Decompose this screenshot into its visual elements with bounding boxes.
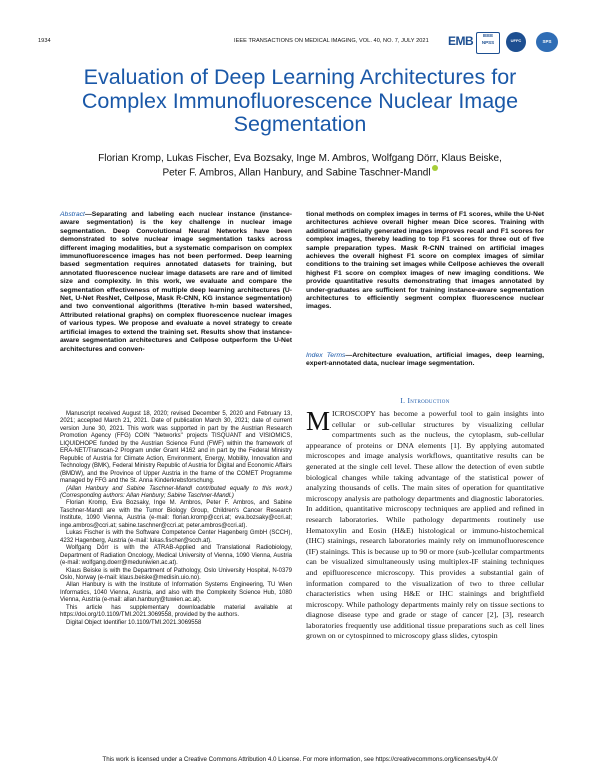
page-number: 1934 (38, 38, 51, 44)
sps-logo: SPS (536, 32, 558, 52)
uffc-logo: UFFC (506, 32, 526, 52)
footnote-doi: Digital Object Identifier 10.1109/TMI.2021.3069558 (66, 619, 202, 626)
license-footer: This work is licensed under a Creative Commons Attribution 4.0 License. For more information, see https://creativecommons.org/licenses/by/4.0/ (102, 756, 498, 763)
index-terms-label: Index Terms (306, 352, 346, 359)
footnote-affiliation-tuwien: Allan Hanbury is with the Institute of Information Systems Engineering, TU Wien Informatics, 1040 Vienna, Austria, and also with the Complexity Science Hub, 1080 Vienna, Austria (e-mail: allan.hanbury@tuwien.ac.at). (60, 582, 292, 604)
section-heading: I. Introduction (400, 396, 450, 405)
ieee-npss-logo: IEEE NPSS (476, 32, 500, 54)
drop-cap: M (306, 406, 331, 436)
authors-line-1: Florian Kromp, Lukas Fischer, Eva Bozsaky, Inge M. Ambros, Wolfgang Dörr, Klaus Beiske, (98, 153, 502, 164)
abstract-left: Abstract—Separating and labeling each nuclear instance (instance-aware segmentation) is the key challenge in nuclear image segmentation. Deep Convolutional Neural Networks have been demonstrated to solve nuclear image segmentation tasks across different imaging modalities, but a systematic comparison on complex immunofluorescence images has not been performed. Deep learning based segmentation requires annotated datasets for training, but annotated fluorescence nuclear image datasets are rare and of limited size and complexity. In this work, we evaluate and compare the segmentation effectiveness of multiple deep learning architectures (U-Net, U-Net ResNet, Cellpose, Mask R-CNN, KG instance segmentation) and two conventional algorithms (Iterative h-min based watershed, Attributed relational graphs) on complex fluorescence nuclear images of various types. We propose and evaluate a novel strategy to create artificial images to extend the training set. Results show that instance-aware segmentation architectures and Cellpose outperform the U-Net architectures and conven- (60, 211, 292, 353)
author-list (40, 152, 560, 179)
footnote-supplementary: This article has supplementary downloadable material available at https://doi.org/10.1109/TMI.2021.3069558, provided by the authors. (60, 604, 292, 619)
journal-name: IEEE TRANSACTIONS ON MEDICAL IMAGING, VOL. 40, NO. 7, JULY 2021 (234, 38, 429, 44)
emb-logo: EMB (448, 34, 474, 48)
society-logos (448, 30, 564, 54)
authors-line-2: Peter F. Ambros, Allan Hanbury, and Sabine Taschner-Mandl (40, 165, 560, 179)
footnote-received: Manuscript received August 18, 2020; revised December 5, 2020 and February 13, 2021; accepted March 21, 2021. Date of publication March 30, 2021; date of current version June 30, 2021. This work was supported in part by the Austrian Research Promotion Agency (FFG) COIN "Networks" projects TISQUANT and VISIOMICS, LIQUIDHOPE funded by the Austrian Science Fund (FWF) within the framework of ERA-NET/Transcan-2 Program under Grant I4162 and in part by the Federal Ministry Republic of Austria for Climate Action, Environment, Energy, Mobility, Innovation and Technology (BMK), Federal Ministry Republic of Austria for Digital and Economic Affairs (BMDW), and the Province of Upper Austria in the frame of the COMET Programme managed by FFG and the St. Anna Kinderkrebsforschung. (60, 411, 292, 485)
footnote-affiliation-scch: Lukas Fischer is with the Software Competence Center Hagenberg GmbH (SCCH), 4232 Hagenberg, Austria (e-mail: lukas.fischer@scch.at). (60, 530, 292, 544)
footnote-affiliation-atrab: Wolfgang Dörr is with the ATRAB-Applied and Translational Radiobiology, Department of Radiation Oncology, Medical University of Vienna, 1090 Vienna, Austria (e-mail: wolfgang.doerr@meduniwien.ac.at). (60, 545, 292, 567)
footnote-affiliation-oslo: Klaus Beiske is with the Department of Pathology, Oslo University Hospital, N-0379 Oslo, Norway (e-mail: klaus.beiske@medisin.uio.no). (60, 567, 292, 581)
intro-paragraph: MICROSCOPY has become a powerful tool to gain insights into cellular or sub-cellular structures by visualizing cellular compartments such as the nucleus, the cytoplasm, sub-cellular appearance of proteins or DNA elements [1]. By applying automated microscopes and image analysis workflows, quantitative results can be generated at the single cell level. These allow the detection of even subtle biological changes while taking advantage of the statistical power of analyzing thousands of cells. The main sites of operation for quantitative microscopy analysis are pathology departments and diagnostic laboratories. In addition, quantitative microscopy techniques are applied and refined in research laboratories. While pathology departments routinely use Hematoxylin and Eosin (H&E) histological or immuno-histochemical (IHC) stainings, research laboratories mainly rely on immunofluorescence (IF) stainings. This is because up to 90 or more (sub-)cellular compartments can be visualized simultaneously using multiplex-IF staining techniques and epifluorescence microscopy. This provides a substantial gain of information compared to the visualization of two to three cellular characteristics when using H&E or IHC stainings and brightfield microscopy. While pathology departments mainly rely on tissue sections to diagnose disease type and grade or stage of cancer [2], [3], research laboratories frequently use additional tissue preparations such as cell lines grown on or cytospinned to microscopy glass slides, cytospin (306, 406, 544, 641)
orcid-icon[interactable] (432, 165, 438, 171)
footnotes (60, 411, 292, 627)
footnote-affiliation-ccri: Florian Kromp, Eva Bozsaky, Inge M. Ambros, Peter F. Ambros, and Sabine Taschner-Mandl are with the Tumor Biology Group, Children's Cancer Research Institute, 1090 Vienna, Austria (e-mail: florian.kromp@ccri.at; eva.bozsaky@ccri.at; inge.ambros@ccri.at; sabine.taschner@ccri.at; peter.ambros@ccri.at). (60, 500, 292, 529)
paper-title: Evaluation of Deep Learning Architectures for Complex Immunofluorescence Nuclear Image Segmentation (81, 65, 519, 136)
index-terms: Index Terms—Architecture evaluation, artificial images, deep learning, expert-annotated data, nuclear image segmentation. (306, 352, 544, 368)
abstract-label: Abstract (60, 211, 85, 218)
footnote-equal-contribution: (Allan Hanbury and Sabine Taschner-Mandl contributed equally to this work.) (Corresponding authors: Allan Hanbury; Sabine Taschner-Mandl.) (60, 485, 292, 499)
abstract-right: tional methods on complex images in terms of F1 scores, while the U-Net architectures achieve overall higher mean Dice scores. Training with additional artificially generated images improves recall and F1 scores for complex images, thereby leading to top F1 scores for three out of five sample preparation types. Mask R-CNN trained on artificial images achieves the overall highest F1 score on complex images of similar conditions to the training set images while Cellpose achieves the overall highest F1 score on complex images of new imaging conditions. We provide quantitative results demonstrating that images annotated by under-graduates are sufficient for training instance-aware segmentation architectures to efficiently segment complex fluorescence nuclear images. (306, 211, 544, 311)
